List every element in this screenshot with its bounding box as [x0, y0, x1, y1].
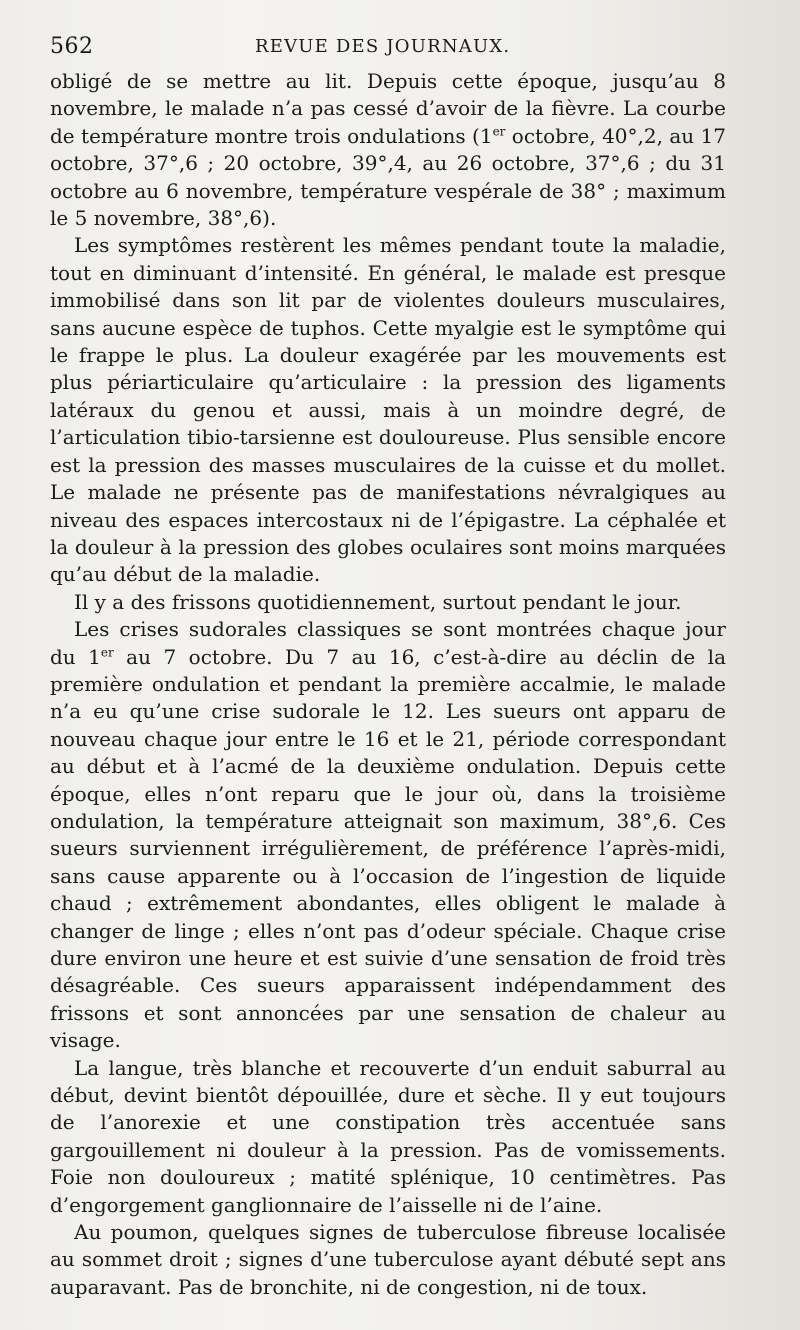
- paragraph-chills: Il y a des frissons quotidiennement, surtout pendant le jour.: [74, 589, 682, 614]
- body-text: [50, 68, 726, 1301]
- paragraph-fever-curve: obligé de se mettre au lit. Depuis cette époque, jusqu’au 8 novembre, le malade n’a pas cessé d’avoir de la fièvre. La courbe de température montre trois ondulations (1er octobre, 40°,2, au 17 octobre, 37°,6 ; 20 octobre, 39°,4, au 26 octobre, 37°,6 ; du 31 octobre au 6 novembre, température vespérale de 38° ; maximum le 5 novembre, 38°,6).: [50, 69, 726, 231]
- running-header: [50, 28, 726, 62]
- paragraph-lungs: Au poumon, quelques signes de tuberculose fibreuse localisée au sommet droit ; signes d’une tuberculose ayant débuté sept ans auparavant. Pas de bronchite, ni de congestion, ni de toux.: [50, 1220, 726, 1299]
- paragraph-sweats: Les crises sudorales classiques se sont montrées chaque jour du 1er au 7 octobre. Du 7 au 16, c’est-à-dire au déclin de la première ondulation et pendant la première accalmie, le malade n’a eu qu’une crise sudorale le 12. Les sueurs ont apparu de nouveau chaque jour entre le 16 et le 21, période correspondant au début et à l’acmé de la deuxième ondulation. Depuis cette époque, elles n’ont reparu que le jour où, dans la troisième ondulation, la température atteignait son maximum, 38°,6. Ces sueurs surviennent irrégulièrement, de préférence l’après-midi, sans cause apparente ou à l’occasion de l’ingestion de liquide chaud ; extrêmement abondantes, elles obligent le malade à changer de linge ; elles n’ont pas d’odeur spéciale. Chaque crise dure environ une heure et est suivie d’une sensation de froid très désagréable. Ces sueurs apparaissent indépendamment des frissons et sont annoncées par une sensation de chaleur au visage.: [50, 617, 726, 1053]
- paragraph-symptoms: Les symptômes restèrent les mêmes pendant toute la maladie, tout en diminuant d’intensité. En général, le malade est presque immobilisé dans son lit par de violentes douleurs musculaires, sans aucune espèce de tuphos. Cette myalgie est le symptôme qui le frappe le plus. La douleur exagérée par les mouvements est plus périarticulaire qu’articulaire : la pression des ligaments latéraux du genou et aussi, mais à un moindre degré, de l’articulation tibio-tarsienne est douloureuse. Plus sensible encore est la pression des masses musculaires de la cuisse et du mollet. Le malade ne présente pas de manifestations névralgiques au niveau des espaces intercostaux ni de l’épigastre. La céphalée et la douleur à la pression des globes oculaires sont moins marquées qu’au début de la maladie.: [50, 233, 726, 587]
- running-title: REVUE DES JOURNAUX.: [255, 36, 511, 57]
- paragraph-tongue: La langue, très blanche et recouverte d’un enduit saburral au début, devint bientôt dépouillée, dure et sèche. Il y eut toujours de l’anorexie et une constipation très accentuée sans gargouillement ni douleur à la pression. Pas de vomissements. Foie non douloureux ; matité splénique, 10 centimètres. Pas d’engorgement ganglionnaire de l’aisselle ni de l’aine.: [50, 1055, 726, 1217]
- page-number: 562: [50, 34, 94, 59]
